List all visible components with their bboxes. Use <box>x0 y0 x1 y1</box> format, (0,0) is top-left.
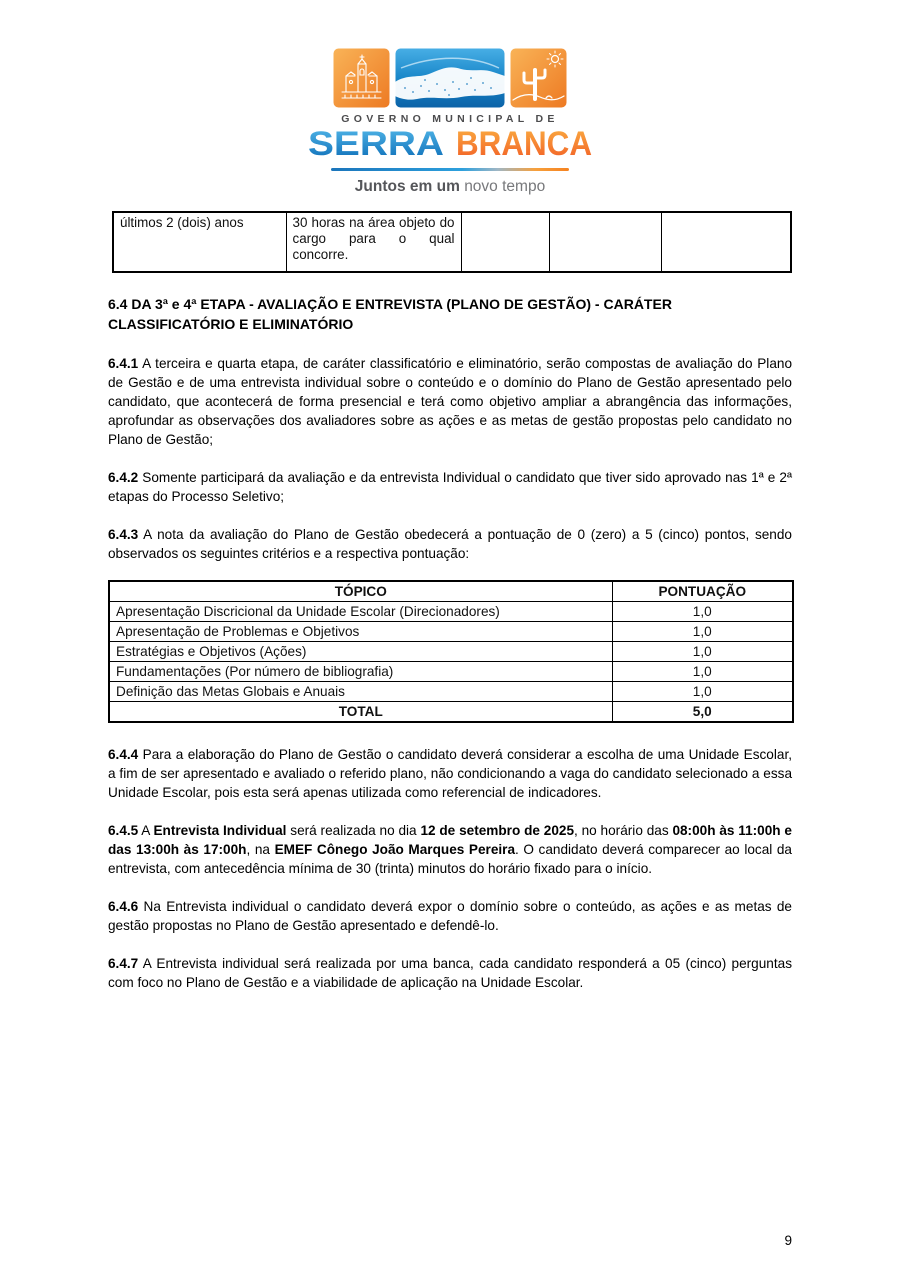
clause-text: . O candidato deverá comparecer ao local da entrevista, com antecedência mínima de 30 (trinta) minutos do horário fixado para o início. <box>108 842 792 876</box>
section-heading: 6.4 DA 3ª e 4ª ETAPA - AVALIAÇÃO E ENTREVISTA (PLANO DE GESTÃO) - CARÁTER CLASSIFICATÓRIO E ELIMINATÓRIO <box>108 296 672 332</box>
table-cell: Apresentação de Problemas e Objetivos <box>109 622 612 642</box>
clause-text: A Entrevista individual será realizada por uma banca, cada candidato responderá a 05 (cinco) perguntas com foco no Plano de Gestão e a viabilidade de aplicação na Unidade Escolar. <box>108 956 792 990</box>
cityscape-icon <box>395 48 505 108</box>
clause-text: Para a elaboração do Plano de Gestão o candidato deverá considerar a escolha de uma Unidade Escolar, a fim de ser apresentado e avaliado o referido plano, não condicionando a vaga do candidato selecionado a essa Unidade Escolar, pois esta será apenas utilizada como referencial de indicadores. <box>108 747 792 800</box>
clause-number: 6.4.4 <box>108 747 139 762</box>
clause-number: 6.4.3 <box>108 527 139 542</box>
paragraph-6-4-5 <box>108 821 792 878</box>
page-number: 9 <box>784 1233 792 1248</box>
clause-number: 6.4.1 <box>108 356 139 371</box>
clause-text-bold: Entrevista Individual <box>153 823 287 838</box>
table-cell <box>661 212 791 272</box>
table-cell: últimos 2 (dois) anos <box>113 212 286 272</box>
table-total-row <box>109 702 793 723</box>
clause-text: Na Entrevista individual o candidato deverá expor o domínio sobre o conteúdo, as ações e as metas de gestão propostas no Plano de Gestão apresentado e defendê-lo. <box>108 899 792 933</box>
paragraph-6-4-6 <box>108 897 792 935</box>
clause-number: 6.4.2 <box>108 470 139 485</box>
table-cell: Estratégias e Objetivos (Ações) <box>109 642 612 662</box>
table-row <box>113 212 791 272</box>
table-row <box>109 622 793 642</box>
logo-wordmark <box>308 126 592 161</box>
interview-date: 12 de setembro de 2025 <box>420 823 575 838</box>
table-cell-total-value: 5,0 <box>612 702 793 723</box>
interview-location: EMEF Cônego João Marques Pereira <box>274 842 516 857</box>
table-cell: 1,0 <box>612 682 793 702</box>
table-row <box>109 682 793 702</box>
interview-hours: 08:00h às 11:00h e das 13:00h às 17:00h <box>108 823 792 857</box>
table-cell: 1,0 <box>612 602 793 622</box>
clause-number: 6.4.7 <box>108 956 139 971</box>
logo-government-line: GOVERNO MUNICIPAL DE <box>341 113 559 125</box>
clause-text: , na <box>246 842 275 857</box>
clause-text: A <box>138 823 154 838</box>
logo-tagline <box>305 178 595 196</box>
table-cell: Definição das Metas Globais e Anuais <box>109 682 612 702</box>
logo-word-serra: SERRA <box>308 126 444 161</box>
tagline-bold-text: Juntos em um <box>354 178 460 195</box>
table-cell: 1,0 <box>612 662 793 682</box>
paragraph-6-4-4 <box>108 745 792 802</box>
table-cell <box>549 212 661 272</box>
table-cell <box>461 212 549 272</box>
table-header-row <box>109 581 793 602</box>
table-row <box>109 662 793 682</box>
table-row <box>109 602 793 622</box>
logo-tiles <box>305 48 595 108</box>
cactus-icon <box>510 48 567 108</box>
qualification-table-fragment <box>112 211 792 273</box>
logo-gradient-rule <box>331 168 569 171</box>
table-row <box>109 642 793 662</box>
table-cell-total-label: TOTAL <box>109 702 612 723</box>
municipal-logo <box>305 48 595 196</box>
paragraph-6-4-7 <box>108 954 792 992</box>
clause-number: 6.4.5 <box>108 823 139 838</box>
clause-text: A terceira e quarta etapa, de caráter classificatório e eliminatório, serão compostas de avaliação do Plano de Gestão e de uma entrevista individual sobre o conteúdo e o domínio do Plano de Gestão apresentado pelo candidato, que acontecerá de forma presencial e terá como objetivo ampliar a abrangência das informações, aprofundar as observações dos avaliadores sobre as ações e as metas de gestão propostas pelo candidato no Plano de Gestão; <box>108 356 792 447</box>
church-icon <box>333 48 390 108</box>
logo-word-branca: BRANCA <box>456 126 592 161</box>
clause-number: 6.4.6 <box>108 899 139 914</box>
paragraph-6-4-1 <box>108 354 792 449</box>
table-cell: 1,0 <box>612 622 793 642</box>
table-cell: 1,0 <box>612 642 793 662</box>
table-cell: 30 horas na área objeto do cargo para o qual concorre. <box>286 212 461 272</box>
clause-text: será realizada no dia <box>286 823 421 838</box>
column-header-score: PONTUAÇÃO <box>612 581 793 602</box>
paragraph-6-4-3 <box>108 525 792 563</box>
tagline-regular-text: novo tempo <box>464 178 546 195</box>
table-cell: Fundamentações (Por número de bibliografia) <box>109 662 612 682</box>
paragraph-6-4-2 <box>108 468 792 506</box>
table-cell: Apresentação Discricional da Unidade Escolar (Direcionadores) <box>109 602 612 622</box>
clause-text: , no horário das <box>574 823 673 838</box>
column-header-topic: TÓPICO <box>109 581 612 602</box>
clause-text: A nota da avaliação do Plano de Gestão obedecerá a pontuação de 0 (zero) a 5 (cinco) pontos, sendo observados os seguintes critérios e a respectiva pontuação: <box>108 527 792 561</box>
score-table <box>108 580 794 723</box>
clause-text: Somente participará da avaliação e da entrevista Individual o candidato que tiver sido aprovado nas 1ª e 2ª etapas do Processo Seletivo; <box>108 470 792 504</box>
